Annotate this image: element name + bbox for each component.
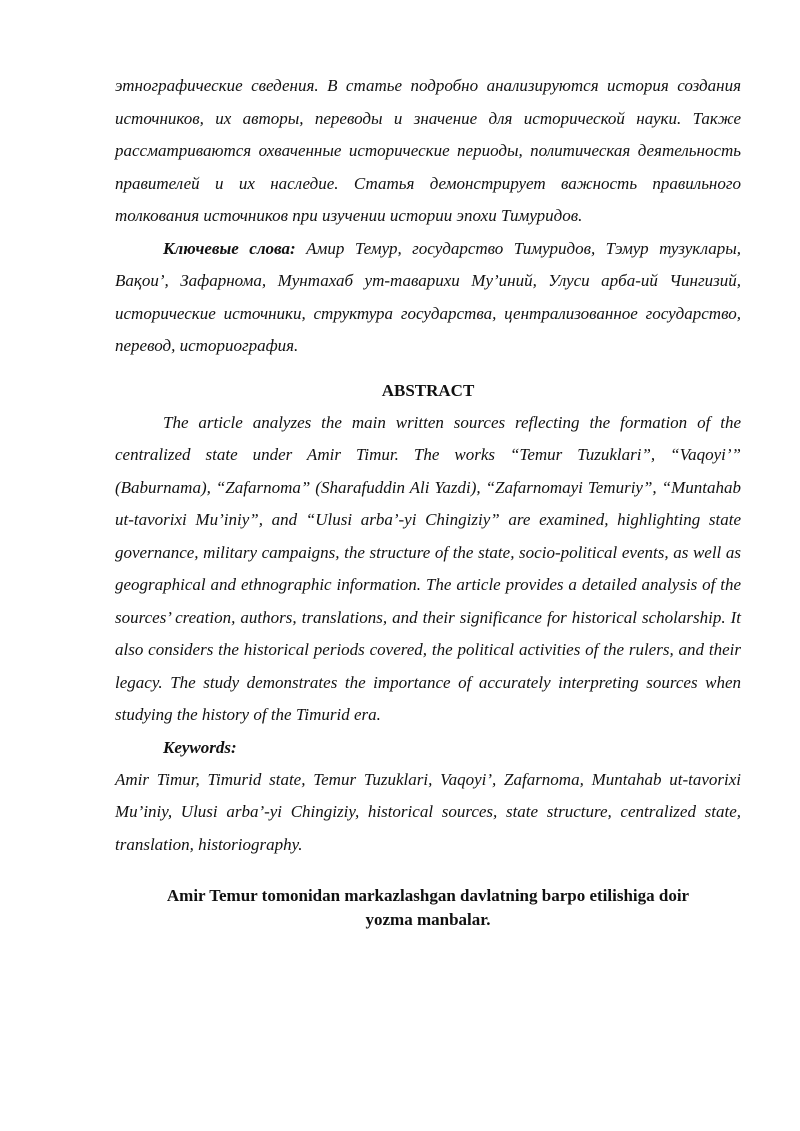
- russian-keywords-label: Ключевые слова:: [163, 238, 296, 258]
- section-title: [115, 884, 741, 932]
- english-keywords-label: Keywords:: [163, 737, 237, 757]
- section-title-line-1: Amir Temur tomonidan markazlashgan davlatning barpo etilishiga doir: [166, 886, 690, 905]
- abstract-heading: ABSTRACT: [381, 380, 475, 400]
- english-abstract: The article analyzes the main written sources reflecting the formation of the centralized state under Amir Timur. The works “Temur Tuzuklari”, “Vaqoyi’” (Baburnama), “Zafarnoma” (Sharafuddin Ali Yazdi), “Zafarnomayi Temuriy”, “Muntahab ut-tavorixi Mu’iniy”, and “Ulusi arba’-yi Chingiziy” are examined, highlighting state governance, military campaigns, the structure of the state, socio-political events, as well as geographical and ethnographic information. The article provides a detailed analysis of the sources’ creation, authors, translations, and their significance for historical scholarship. It also considers the historical periods covered, the political activities of the rulers, and their legacy. The study demonstrates the importance of accurately interpreting sources when studying the history of the Timurid era.: [115, 412, 741, 724]
- russian-abstract-continued: этнографические сведения. В статье подробно анализируются история создания источников, их авторы, переводы и значение для исторической науки. Также рассматриваются охваченные исторические периоды, политическая деятельность правителей и их наследие. Статья демонстрирует важность правильного толкования источников при изучении истории эпохи Тимуридов.: [115, 76, 741, 225]
- russian-keywords: [115, 233, 741, 363]
- english-keywords-text: Amir Timur, Timurid state, Temur Tuzuklari, Vaqoyi’, Zafarnoma, Muntahab ut-tavorixi Mu’iniy, Ulusi arba’-yi Chingiziy, historical sources, state structure, centralized state, translation, historiography.: [115, 769, 741, 854]
- russian-keywords-text: Амир Темур, государство Тимуридов, Тэмур тузуклары, Вақои’, Зафарнома, Мунтахаб ут-таварихи Му’иний, Улуси арба-ий Чингизий, исторические источники, структура государства, централизованное государство, перевод, историография.: [115, 238, 741, 355]
- page-content: [115, 70, 741, 932]
- section-title-line-2: yozma manbalar.: [365, 910, 491, 929]
